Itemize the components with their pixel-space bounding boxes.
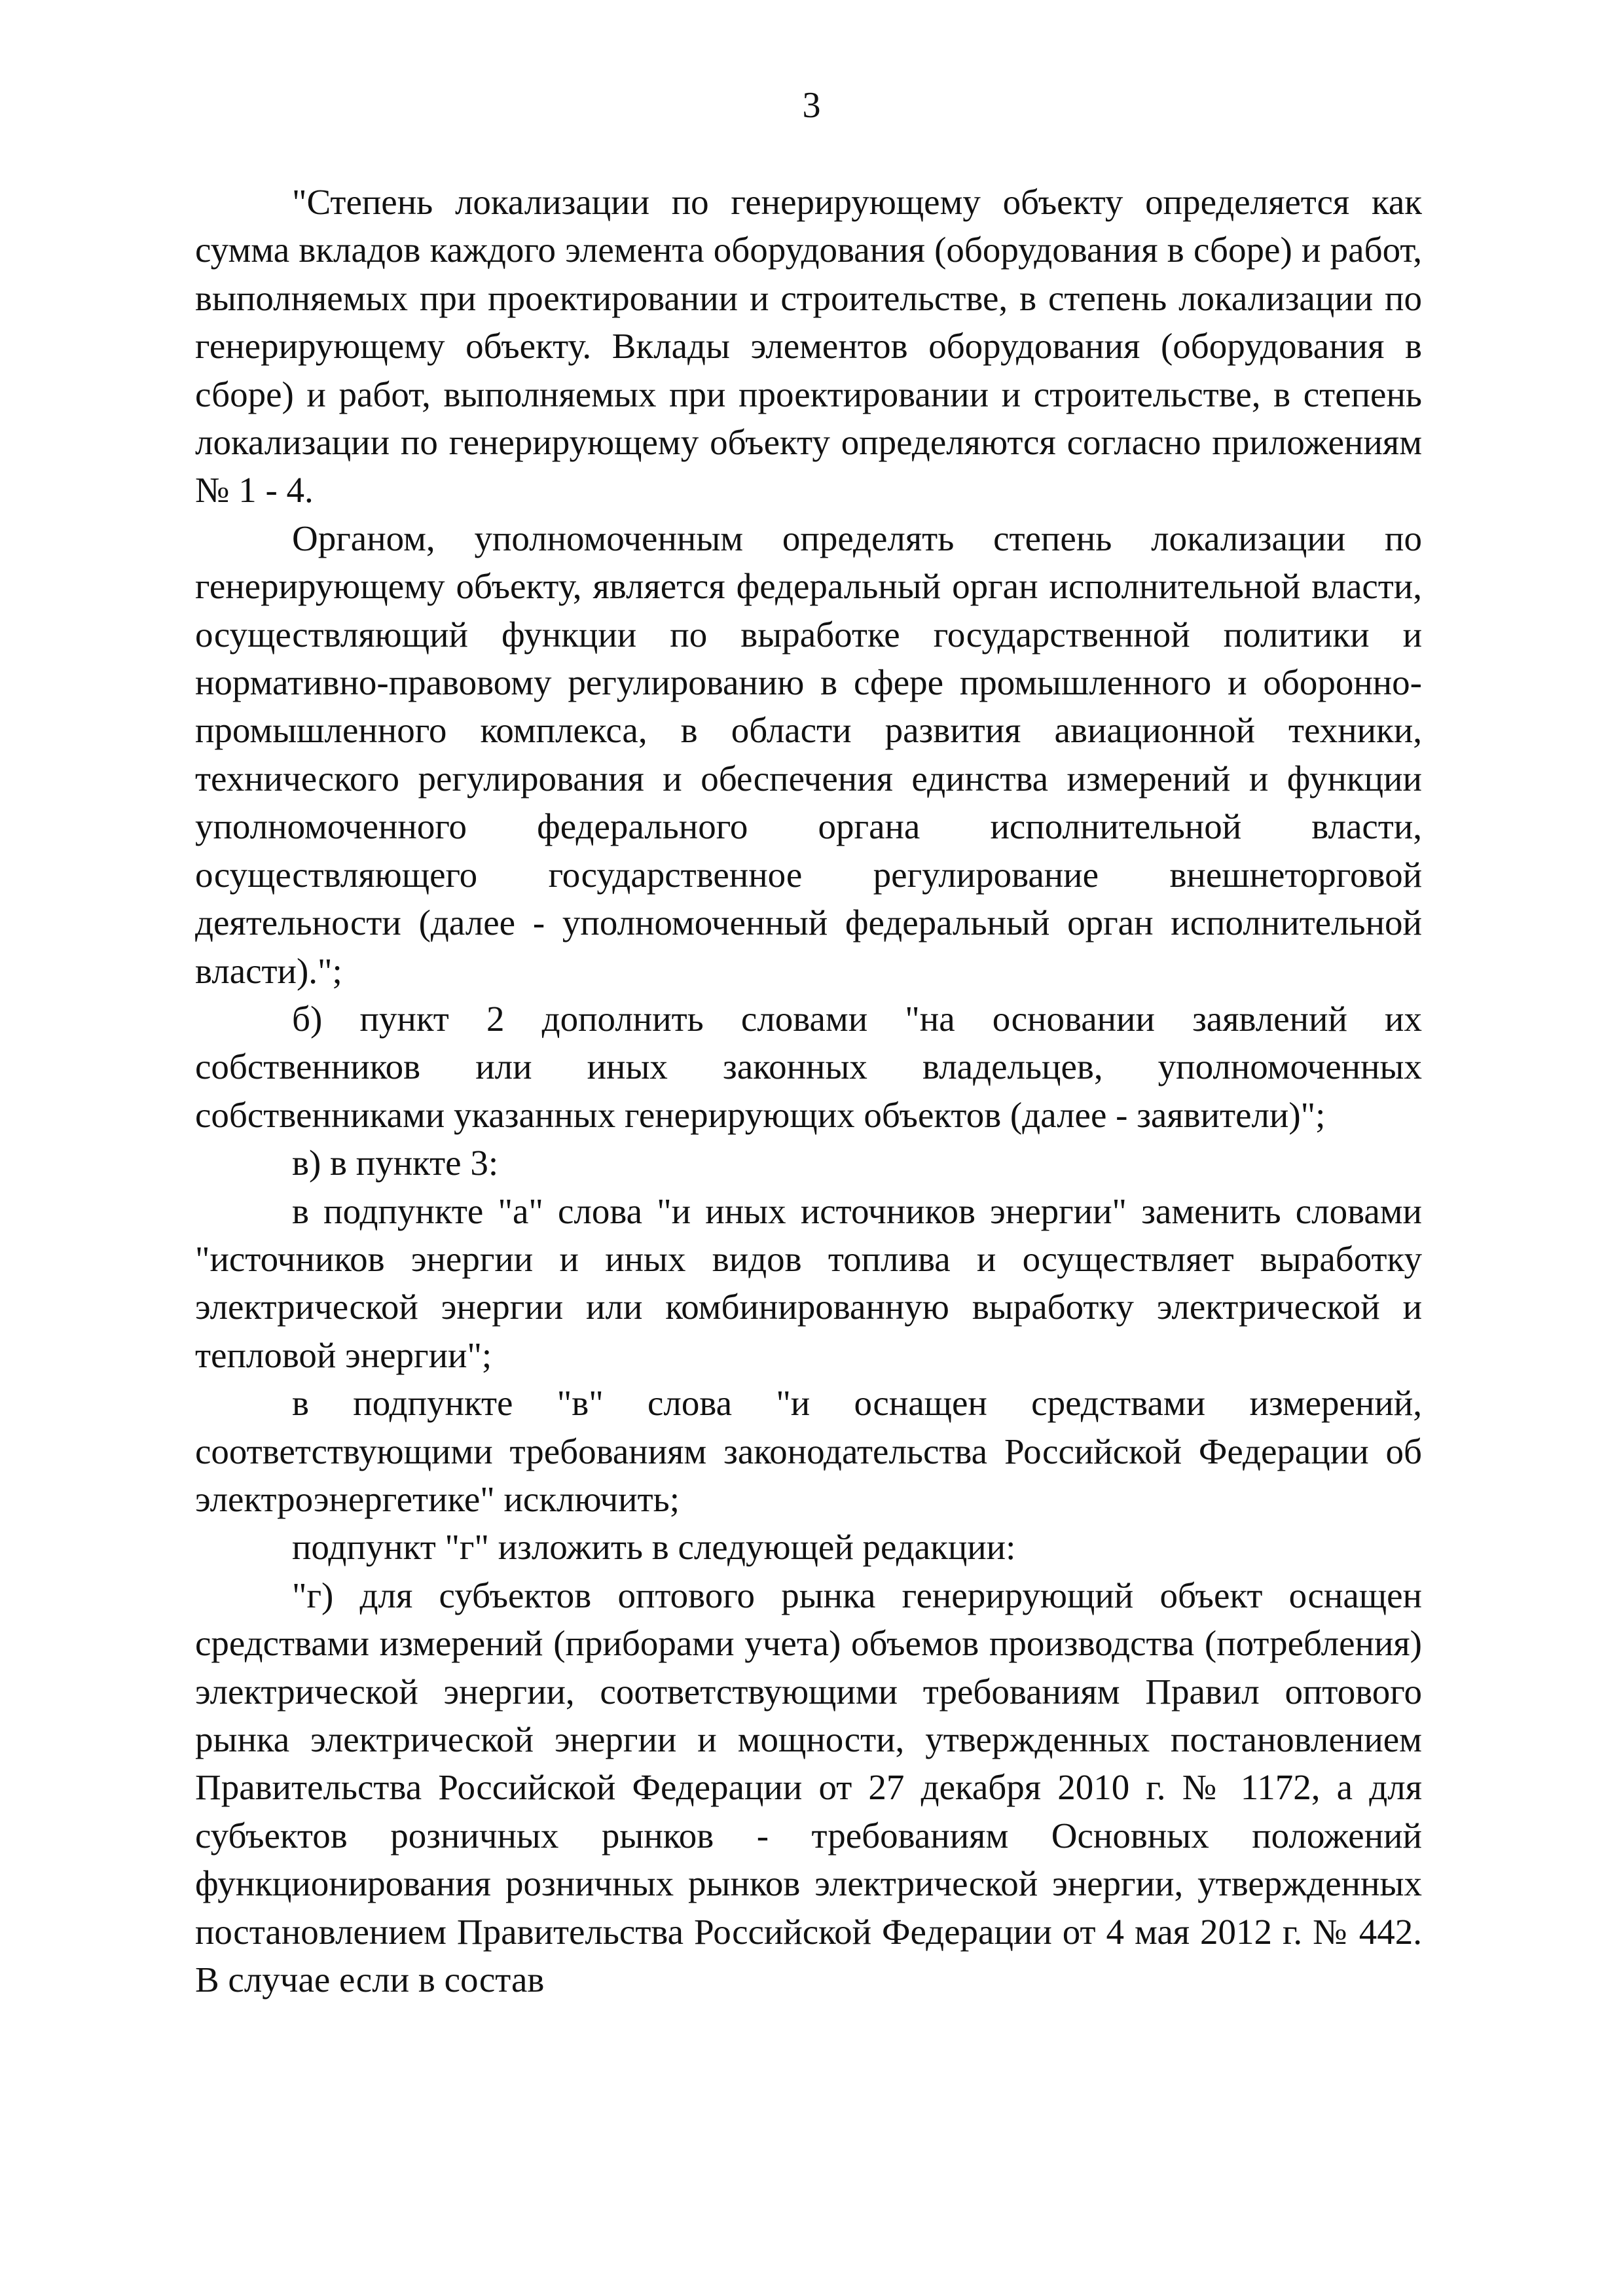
paragraph-subitem-g-intro: подпункт "г" изложить в следующей редакции:	[292, 1527, 1016, 1568]
page-number: 3	[802, 85, 821, 126]
paragraph-subitem-a: в подпункте "а" слова "и иных источников энергии" заменить словами "источников энергии и иных видов топлива и осуществляет выработку электрической энергии или комбинированную выработку электрической и тепловой энергии";	[195, 1191, 1422, 1375]
paragraph-authorized-body: Органом, уполномоченным определять степень локализации по генерирующему объекту, является федеральный орган исполнительной власти, осуществляющий функции по выработке государственной политики и нормативно-правовому регулированию в сфере промышленного и оборонно-промышленного комплекса, в области развития авиационной техники, технического регулирования и обеспечения единства измерений и функции уполномоченного федерального органа исполнительной власти, осуществляющего государственное регулирование внешнеторговой деятельности (далее - уполномоченный федеральный орган исполнительной власти).";	[195, 518, 1422, 991]
paragraph-subitem-g-text: "г) для субъектов оптового рынка генерирующий объект оснащен средствами измерений (приборами учета) объемов производства (потребления) электрической энергии, соответствующими требованиям Правил оптового рынка электрической энергии и мощности, утвержденных постановлением Правительства Российской Федерации от 27 декабря 2010 г. № 1172, а для субъектов розничных рынков - требованиям Основных положений функционирования розничных рынков электрической энергии, утвержденных постановлением Правительства Российской Федерации от 4 мая 2012 г. № 442. В случае если в состав	[195, 1575, 1422, 2000]
paragraph-item-b: б) пункт 2 дополнить словами "на основании заявлений их собственников или иных законных владельцев, уполномоченных собственниками указанных генерирующих объектов (далее - заявители)";	[195, 998, 1422, 1135]
document-body	[195, 178, 1422, 2003]
paragraph-localization-definition: "Степень локализации по генерирующему объекту определяется как сумма вкладов каждого элемента оборудования (оборудования в сборе) и работ, выполняемых при проектировании и строительстве, в степень локализации по генерирующему объекту. Вклады элементов оборудования (оборудования в сборе) и работ, выполняемых при проектировании и строительстве, в степень локализации по генерирующему объекту определяются согласно приложениям № 1 - 4.	[195, 182, 1422, 511]
paragraph-subitem-v: в подпункте "в" слова "и оснащен средствами измерений, соответствующими требованиям законодательства Российской Федерации об электроэнергетике" исключить;	[195, 1383, 1422, 1519]
paragraph-item-v: в) в пункте 3:	[292, 1143, 499, 1183]
